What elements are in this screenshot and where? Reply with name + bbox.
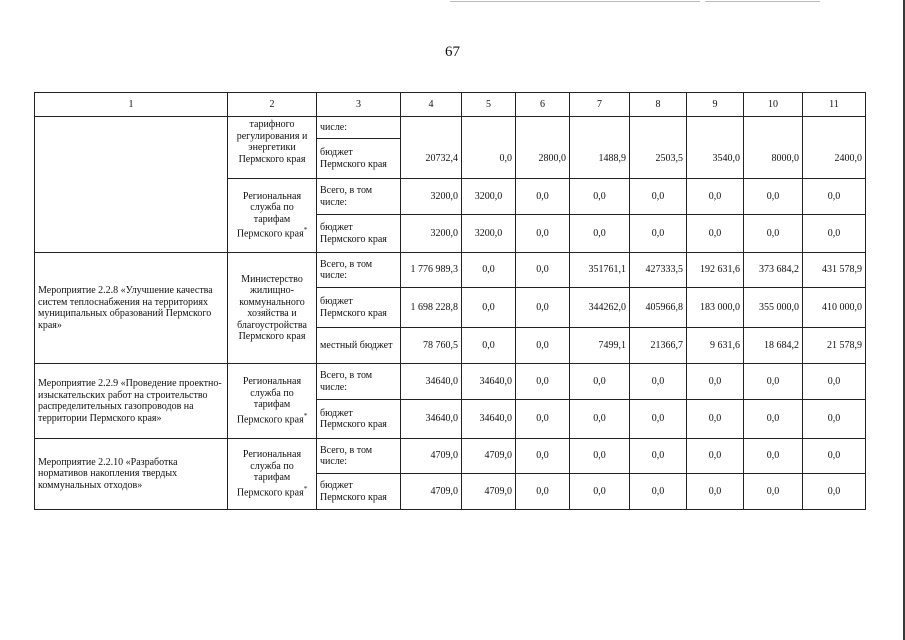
footnote-mark: *: [303, 484, 308, 493]
activity-cell: [35, 117, 228, 253]
table-row: [35, 439, 866, 474]
value-cell: 405966,8: [630, 288, 687, 328]
value-cell: 0,0: [570, 400, 630, 439]
value-cell: 0,0: [462, 328, 516, 364]
value-cell: 431 578,9: [803, 253, 866, 288]
column-header: 7: [570, 93, 630, 117]
column-header: 4: [401, 93, 462, 117]
value-cell: 0,0: [516, 328, 570, 364]
value-cell: 351761,1: [570, 253, 630, 288]
executor-cell: [228, 364, 317, 439]
value-cell: 410 000,0: [803, 288, 866, 328]
value-cell: 0,0: [516, 288, 570, 328]
budget-table: [34, 92, 866, 510]
value-cell: 2503,5: [630, 139, 687, 179]
value-cell: 4709,0: [401, 474, 462, 510]
value-cell: 0,0: [687, 215, 744, 253]
executor-cell: [228, 179, 317, 253]
value-cell: 0,0: [744, 364, 803, 400]
value-cell: 1 698 228,8: [401, 288, 462, 328]
value-cell: 0,0: [570, 364, 630, 400]
footnote-mark: *: [303, 411, 308, 420]
value-cell: 9 631,6: [687, 328, 744, 364]
value-cell: 0,0: [687, 439, 744, 474]
value-cell: 0,0: [516, 253, 570, 288]
value-cell: 0,0: [630, 439, 687, 474]
value-cell: 21366,7: [630, 328, 687, 364]
value-cell: 4709,0: [462, 474, 516, 510]
value-cell: 8000,0: [744, 139, 803, 179]
table-row: [35, 364, 866, 400]
value-cell: 1488,9: [570, 139, 630, 179]
value-cell: 0,0: [630, 215, 687, 253]
activity-title: Мероприятие 2.2.10 «Разработка нормативов накопления твердых коммунальных отходов»: [35, 439, 228, 510]
column-header: 2: [228, 93, 317, 117]
value-cell: 0,0: [516, 364, 570, 400]
source-cell: числе:: [317, 117, 401, 139]
column-header: 9: [687, 93, 744, 117]
value-cell: 0,0: [744, 400, 803, 439]
value-cell: 0,0: [803, 400, 866, 439]
value-cell: 0,0: [516, 179, 570, 215]
value-cell: 0,0: [462, 288, 516, 328]
value-cell: 0,0: [744, 474, 803, 510]
column-header: 5: [462, 93, 516, 117]
executor-cell: тарифного регулирования и энергетики Пермского края: [228, 117, 317, 179]
source-cell: Всего, в том числе:: [317, 364, 401, 400]
value-cell: 20732,4: [401, 139, 462, 179]
value-cell: 3540,0: [687, 139, 744, 179]
value-cell: 0,0: [570, 179, 630, 215]
activity-title: Мероприятие 2.2.8 «Улучшение качества систем теплоснабжения на территориях муниципальных образований Пермского края»: [35, 253, 228, 364]
value-cell: 0,0: [570, 474, 630, 510]
value-cell: 183 000,0: [687, 288, 744, 328]
value-cell: 0,0: [516, 400, 570, 439]
header-row: [35, 93, 866, 117]
table-row: [35, 253, 866, 288]
value-cell: [630, 117, 687, 139]
value-cell: 4709,0: [401, 439, 462, 474]
value-cell: 34640,0: [462, 364, 516, 400]
value-cell: 192 631,6: [687, 253, 744, 288]
value-cell: 78 760,5: [401, 328, 462, 364]
value-cell: 2400,0: [803, 139, 866, 179]
value-cell: 0,0: [630, 179, 687, 215]
footnote-mark: *: [303, 226, 308, 235]
column-header: 3: [317, 93, 401, 117]
value-cell: [803, 117, 866, 139]
column-header: 6: [516, 93, 570, 117]
value-cell: [401, 117, 462, 139]
value-cell: 0,0: [516, 474, 570, 510]
value-cell: 3200,0: [462, 179, 516, 215]
source-cell: местный бюджет: [317, 328, 401, 364]
value-cell: [516, 117, 570, 139]
activity-title: Мероприятие 2.2.9 «Проведение проектно-изыскательских работ на строительство распределительных газопроводов на территории Пермского края»: [35, 364, 228, 439]
source-cell: бюджет Пермского края: [317, 400, 401, 439]
source-cell: бюджет Пермского края: [317, 215, 401, 253]
executor-name: Региональная служба по тарифам Пермского края: [236, 376, 304, 426]
value-cell: 4709,0: [462, 439, 516, 474]
value-cell: 0,0: [516, 215, 570, 253]
value-cell: 0,0: [630, 400, 687, 439]
value-cell: 355 000,0: [744, 288, 803, 328]
value-cell: 0,0: [803, 474, 866, 510]
value-cell: 0,0: [803, 215, 866, 253]
value-cell: 3200,0: [401, 179, 462, 215]
value-cell: 0,0: [744, 179, 803, 215]
value-cell: 0,0: [687, 364, 744, 400]
source-cell: Всего, в том числе:: [317, 253, 401, 288]
value-cell: 1 776 989,3: [401, 253, 462, 288]
value-cell: 0,0: [462, 253, 516, 288]
top-rule: [705, 1, 820, 2]
value-cell: 0,0: [570, 215, 630, 253]
executor-cell: [228, 439, 317, 510]
column-header: 8: [630, 93, 687, 117]
value-cell: 34640,0: [462, 400, 516, 439]
value-cell: 0,0: [630, 474, 687, 510]
source-cell: бюджет Пермского края: [317, 288, 401, 328]
value-cell: 34640,0: [401, 400, 462, 439]
value-cell: 0,0: [630, 364, 687, 400]
value-cell: 0,0: [744, 439, 803, 474]
value-cell: [570, 117, 630, 139]
table-row: [35, 117, 866, 139]
value-cell: 0,0: [803, 179, 866, 215]
executor-name: Региональная служба по тарифам Пермского края: [236, 190, 304, 240]
value-cell: 2800,0: [516, 139, 570, 179]
value-cell: 21 578,9: [803, 328, 866, 364]
column-header: 10: [744, 93, 803, 117]
source-cell: Всего, в том числе:: [317, 439, 401, 474]
value-cell: [744, 117, 803, 139]
value-cell: 0,0: [516, 439, 570, 474]
value-cell: 373 684,2: [744, 253, 803, 288]
value-cell: 34640,0: [401, 364, 462, 400]
value-cell: 0,0: [803, 364, 866, 400]
column-header: 1: [35, 93, 228, 117]
value-cell: 344262,0: [570, 288, 630, 328]
source-cell: Всего, в том числе:: [317, 179, 401, 215]
value-cell: 3200,0: [462, 215, 516, 253]
value-cell: 427333,5: [630, 253, 687, 288]
value-cell: 0,0: [462, 139, 516, 179]
source-cell: бюджет Пермского края: [317, 474, 401, 510]
value-cell: 0,0: [570, 439, 630, 474]
value-cell: [687, 117, 744, 139]
value-cell: 18 684,2: [744, 328, 803, 364]
executor-cell: Министерство жилищно-коммунального хозяйства и благоустройства Пермского края: [228, 253, 317, 364]
top-rule: [450, 1, 700, 2]
value-cell: 0,0: [803, 439, 866, 474]
column-header: 11: [803, 93, 866, 117]
value-cell: 0,0: [687, 179, 744, 215]
page-number: 67: [445, 44, 460, 60]
value-cell: 3200,0: [401, 215, 462, 253]
source-cell: бюджет Пермского края: [317, 139, 401, 179]
value-cell: [462, 117, 516, 139]
value-cell: 0,0: [744, 215, 803, 253]
value-cell: 0,0: [687, 474, 744, 510]
value-cell: 0,0: [687, 400, 744, 439]
executor-name: Региональная служба по тарифам Пермского края: [236, 449, 304, 499]
value-cell: 7499,1: [570, 328, 630, 364]
